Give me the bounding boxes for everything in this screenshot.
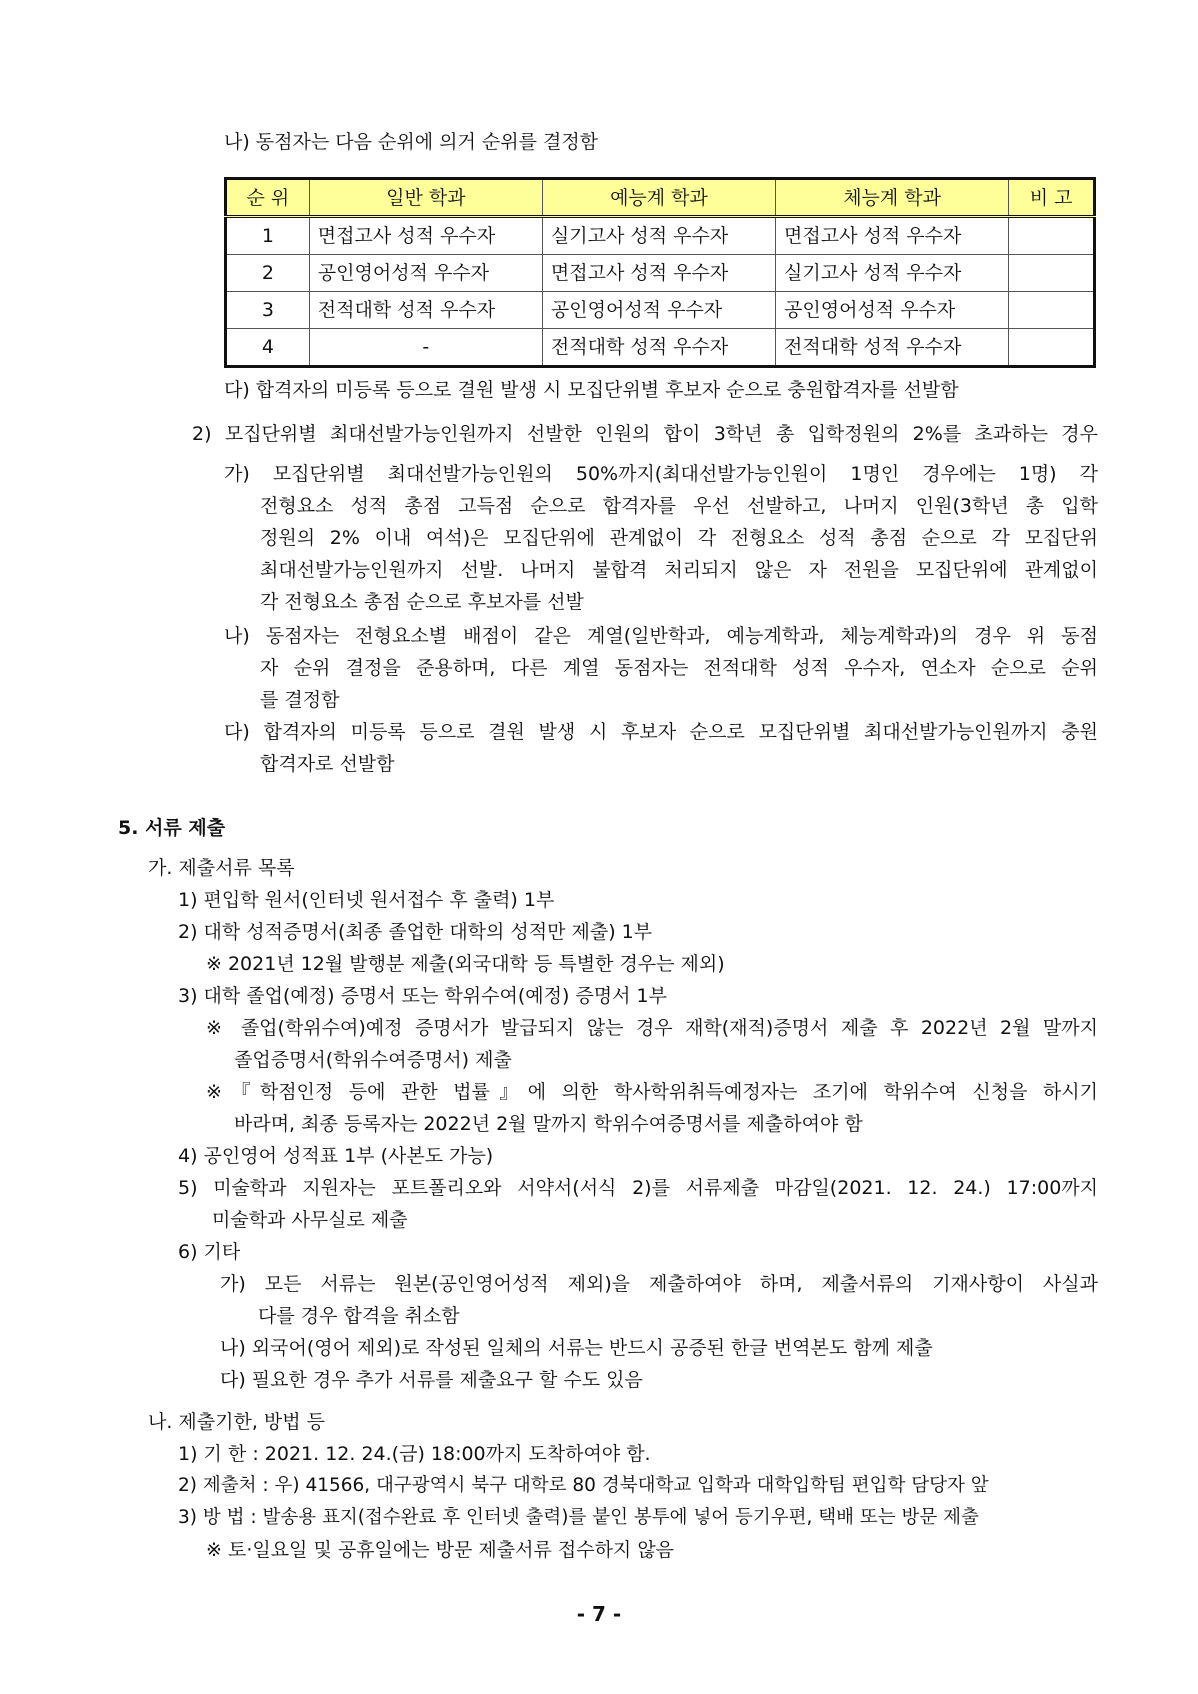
table-cell: 면접고사 성적 우수자 bbox=[776, 217, 1009, 255]
text-line: 최대선발가능인원까지 선발. 나머지 불합격 처리되지 않은 자 전원을 모집단위에 관계없이 bbox=[260, 559, 1098, 581]
doc-item-6-na: 나) 외국어(영어 제외)로 작성된 일체의 서류는 반드시 공증된 한글 번역본도 함께 제출 bbox=[220, 1337, 933, 1359]
text-line: 바라며, 최종 등록자는 2022년 2월 말까지 학위수여증명서를 제출하여야 함 bbox=[234, 1113, 863, 1135]
deadline-line: 1) 기 한 : 2021. 12. 24.(금) 18:00까지 도착하여야 함. bbox=[178, 1443, 651, 1465]
address-line: 2) 제출처 : 우) 41566, 대구광역시 북구 대학로 80 경북대학교 입학과 대학입학팀 편입학 담당자 앞 bbox=[178, 1475, 989, 1496]
text-line: 가) 모집단위별 최대선발가능인원의 50%까지(최대선발가능인원이 1명인 경우에는 1명) 각 bbox=[224, 463, 1098, 485]
table-cell: 전적대학 성적 우수자 bbox=[776, 329, 1009, 367]
doc-item-6-ga bbox=[220, 1268, 1098, 1332]
header-cell: 일반 학과 bbox=[309, 179, 542, 217]
text-line: 5) 미술학과 지원자는 포트폴리오와 서약서(서식 2)를 서류제출 마감일(2021. 12. 24.) 17:00까지 bbox=[178, 1177, 1098, 1199]
table-cell: 실기고사 성적 우수자 bbox=[776, 255, 1009, 292]
text-line: 정원의 2% 이내 여석)은 모집단위에 관계없이 각 전형요소 성적 총점 순으로 각 모집단위 bbox=[260, 527, 1098, 549]
table-row bbox=[226, 329, 1095, 367]
table-cell bbox=[1009, 329, 1095, 367]
text-line: 전형요소 성적 총점 고득점 순으로 합격자를 우선 선발하고, 나머지 인원(3학년 총 입학 bbox=[260, 495, 1098, 517]
method-line: 3) 방 법 : 발송용 표지(접수완료 후 인터넷 출력)를 붙인 봉투에 넣어 등기우편, 택배 또는 방문 제출 bbox=[178, 1507, 979, 1528]
table-cell: 3 bbox=[226, 292, 310, 329]
text-line: ※『학점인정 등에 관한 법률』에 의한 학사학위취득예정자는 조기에 학위수여 신청을 하시기 bbox=[206, 1081, 1098, 1103]
doc-item-2: 2) 대학 성적증명서(최종 졸업한 대학의 성적만 제출) 1부 bbox=[178, 921, 653, 943]
header-cell: 비 고 bbox=[1009, 179, 1095, 217]
text-line: 다를 경우 합격을 취소함 bbox=[258, 1305, 460, 1327]
doc-item-4: 4) 공인영어 성적표 1부 (사본도 가능) bbox=[178, 1145, 494, 1167]
paragraph-da-1: 다) 합격자의 미등록 등으로 결원 발생 시 모집단위별 후보자 순으로 충원합격자를 선발함 bbox=[224, 379, 959, 401]
rank-table bbox=[224, 177, 1096, 368]
doc-item-3: 3) 대학 졸업(예정) 증명서 또는 학위수여(예정) 증명서 1부 bbox=[178, 985, 667, 1007]
subsection-na-title: 나. 제출기한, 방법 등 bbox=[148, 1411, 326, 1433]
table-header-row bbox=[226, 179, 1095, 217]
doc-item-3-note-2 bbox=[206, 1076, 1098, 1140]
header-cell: 체능계 학과 bbox=[776, 179, 1009, 217]
table-cell: 면접고사 성적 우수자 bbox=[309, 217, 542, 255]
table-cell: 1 bbox=[226, 217, 310, 255]
table-cell: 공인영어성적 우수자 bbox=[776, 292, 1009, 329]
text-line: 다) 합격자의 미등록 등으로 결원 발생 시 후보자 순으로 모집단위별 최대선발가능인원까지 충원 bbox=[224, 721, 1098, 743]
table-cell bbox=[1009, 217, 1095, 255]
text-line: 자 순위 결정을 준용하며, 다른 계열 동점자는 전적대학 성적 우수자, 연소자 순으로 순위 bbox=[260, 657, 1098, 679]
doc-item-2-note: ※ 2021년 12월 발행분 제출(외국대학 등 특별한 경우는 제외) bbox=[206, 953, 725, 975]
text-line: ※ 졸업(학위수여)예정 증명서가 발급되지 않는 경우 재학(재적)증명서 제출 후 2022년 2월 말까지 bbox=[206, 1017, 1098, 1039]
table-row bbox=[226, 217, 1095, 255]
text-line: 합격자로 선발함 bbox=[260, 753, 395, 775]
table-cell: 공인영어성적 우수자 bbox=[542, 292, 775, 329]
doc-item-1: 1) 편입학 원서(인터넷 원서접수 후 출력) 1부 bbox=[178, 889, 555, 911]
table-row bbox=[226, 292, 1095, 329]
table-cell: 전적대학 성적 우수자 bbox=[309, 292, 542, 329]
page-number: - 7 - bbox=[576, 1602, 622, 1626]
table-cell: 공인영어성적 우수자 bbox=[309, 255, 542, 292]
paragraph-2-na bbox=[224, 620, 1098, 716]
text-line: 졸업증명서(학위수여증명서) 제출 bbox=[234, 1049, 512, 1071]
doc-item-3-note-1 bbox=[206, 1012, 1098, 1076]
table-cell: 4 bbox=[226, 329, 310, 367]
table-cell: 전적대학 성적 우수자 bbox=[542, 329, 775, 367]
header-cell: 예능계 학과 bbox=[542, 179, 775, 217]
paragraph-2-ga bbox=[224, 458, 1098, 618]
table-cell: 2 bbox=[226, 255, 310, 292]
tie-intro: 나) 동점자는 다음 순위에 의거 순위를 결정함 bbox=[224, 131, 599, 153]
table-cell: - bbox=[309, 329, 542, 367]
table-cell bbox=[1009, 255, 1095, 292]
subsection-ga-title: 가. 제출서류 목록 bbox=[148, 857, 295, 879]
text-line: 미술학과 사무실로 제출 bbox=[212, 1209, 408, 1231]
text-line: 각 전형요소 총점 순으로 후보자를 선발 bbox=[260, 591, 584, 613]
text-line: 를 결정함 bbox=[260, 689, 340, 711]
table-cell: 면접고사 성적 우수자 bbox=[542, 255, 775, 292]
doc-item-5 bbox=[178, 1172, 1098, 1236]
doc-item-6-da: 다) 필요한 경우 추가 서류를 제출요구 할 수도 있음 bbox=[220, 1369, 643, 1391]
text-line: 가) 모든 서류는 원본(공인영어성적 제외)을 제출하여야 하며, 제출서류의 기재사항이 사실과 bbox=[220, 1273, 1098, 1295]
table-row bbox=[226, 255, 1095, 292]
doc-item-6: 6) 기타 bbox=[178, 1241, 241, 1263]
table-cell: 실기고사 성적 우수자 bbox=[542, 217, 775, 255]
section-5-title: 5. 서류 제출 bbox=[118, 817, 226, 839]
table-cell bbox=[1009, 292, 1095, 329]
paragraph-2: 2) 모집단위별 최대선발가능인원까지 선발한 인원의 합이 3학년 총 입학정원의 2%를 초과하는 경우 bbox=[192, 423, 1098, 445]
paragraph-2-da bbox=[224, 716, 1098, 780]
text-line: 나) 동점자는 전형요소별 배점이 같은 계열(일반학과, 예능계학과, 체능계학과)의 경우 위 동점 bbox=[224, 625, 1098, 647]
method-note: ※ 토·일요일 및 공휴일에는 방문 제출서류 접수하지 않음 bbox=[206, 1539, 675, 1561]
header-cell: 순 위 bbox=[226, 179, 310, 217]
